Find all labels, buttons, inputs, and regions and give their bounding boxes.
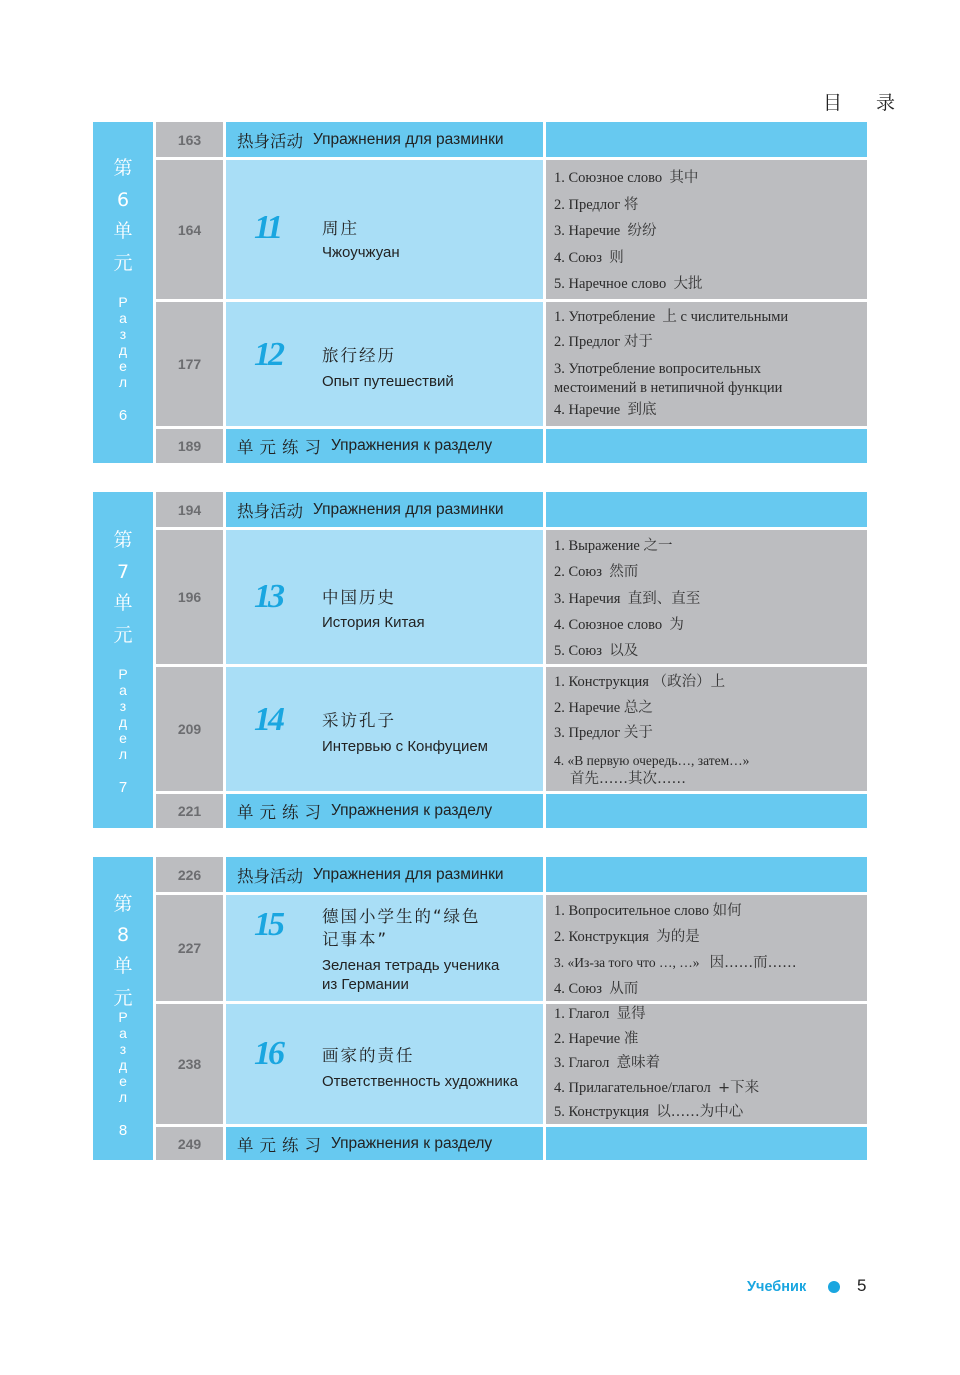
page-number-footer: 5: [857, 1276, 867, 1295]
page-number: 221: [156, 794, 223, 828]
grammar-item: 4. Союз 从而: [554, 981, 639, 997]
lesson-ru-title: Интервью с Конфуцием: [322, 738, 488, 755]
warmup-cn: 热身活动: [237, 131, 303, 151]
unit-cn-char: 单: [113, 955, 133, 977]
unit-ru-char: е: [119, 1073, 127, 1089]
exercises-ru: Упражнения к разделу: [331, 1134, 493, 1152]
grammar-item: 1. Вопросительное слово 如何: [554, 903, 742, 919]
lesson-cn-title: 德国小学生的“绿色: [322, 907, 481, 926]
grammar-cell-empty: [546, 492, 867, 527]
unit-ru-char: д: [118, 1057, 128, 1073]
grammar-item: 4. Союзное слово 为: [554, 617, 684, 633]
unit-ru-char: е: [119, 358, 127, 374]
exercises-title-cell: [226, 794, 543, 828]
lesson-title-cell: [226, 667, 543, 791]
grammar-item: 2. Наречие 总之: [554, 700, 653, 716]
unit-ru-number: 7: [118, 779, 128, 796]
grammar-item: 4. Союз 则: [554, 250, 624, 266]
footer-book-label: Учебник: [747, 1279, 807, 1295]
unit-ru-char: Р: [118, 294, 128, 310]
lesson-ru-title-line2: из Германии: [322, 976, 409, 993]
warmup-ru: Упражнения для разминки: [313, 500, 504, 518]
grammar-item: 4. «В первую очередь…, затем…»: [554, 753, 750, 768]
page-title: 目 录: [823, 92, 910, 114]
lesson-cn-title: 采访孔子: [322, 711, 396, 730]
page-number: 194: [156, 492, 223, 527]
unit-cn-char: 7: [116, 561, 130, 583]
unit-ru-char: л: [118, 374, 128, 390]
lesson-row[interactable]: [156, 667, 867, 791]
grammar-item: 5. Конструкция 以……为中心: [554, 1104, 744, 1120]
grammar-item: 5. Союз 以及: [554, 643, 639, 659]
lesson-number: 12: [254, 336, 282, 373]
unit-ru-char: Р: [118, 666, 128, 682]
warmup-ru: Упражнения для разминки: [313, 130, 504, 148]
unit-cn-char: 8: [116, 924, 130, 946]
exercises-ru: Упражнения к разделу: [331, 802, 493, 819]
lesson-number: 14: [254, 701, 282, 738]
grammar-item: 4. Прилагательное/глагол +下来: [554, 1080, 760, 1096]
lesson-row[interactable]: [156, 895, 867, 1001]
warmup-cn: 热身活动: [237, 866, 303, 886]
grammar-item: 4. Наречие 到底: [554, 402, 657, 418]
page-number: 249: [156, 1127, 223, 1160]
page-number: 227: [156, 895, 223, 1001]
unit-cn-char: 元: [113, 624, 133, 646]
unit-ru-char: е: [119, 730, 127, 746]
warmup-title-cell: [226, 857, 543, 892]
grammar-item: 1. Употребление 上 с числительными: [554, 309, 789, 325]
unit-ru-char: а: [119, 1025, 127, 1041]
page-number: 189: [156, 429, 223, 463]
grammar-cell: [546, 895, 867, 1001]
warmup-row[interactable]: [156, 857, 867, 892]
unit-ru-char: а: [119, 310, 127, 326]
warmup-cn: 热身活动: [237, 501, 303, 521]
unit-cn-char: 单: [113, 220, 133, 242]
unit-6-section: [93, 122, 867, 463]
unit-cn-char: 第: [113, 529, 133, 551]
warmup-title-cell: [226, 122, 543, 157]
grammar-item: 3. Наречие 纷纷: [554, 223, 657, 239]
exercises-row[interactable]: [156, 1127, 867, 1160]
grammar-cell-empty: [546, 857, 867, 892]
unit-cn-char: 元: [113, 252, 133, 274]
unit-ru-char: л: [118, 746, 128, 762]
unit-8-section: [93, 857, 867, 1160]
lesson-ru-title: Опыт путешествий: [322, 373, 454, 390]
lesson-ru-title: Чжоучжуан: [322, 244, 400, 261]
lesson-number: 16: [254, 1035, 282, 1072]
page-number: 196: [156, 530, 223, 664]
lesson-row[interactable]: [156, 530, 867, 664]
lesson-number: 15: [254, 906, 282, 943]
lesson-row[interactable]: [156, 302, 867, 426]
unit-label: [93, 492, 153, 828]
lesson-cn-title: 中国历史: [322, 588, 396, 607]
unit-ru-char: д: [118, 342, 128, 358]
page-number: 164: [156, 160, 223, 299]
page-number: 238: [156, 1004, 223, 1124]
lesson-title-cell: [226, 302, 543, 426]
grammar-item: 3. Предлог 关于: [554, 725, 653, 741]
exercises-cn: 单元练习: [237, 803, 327, 822]
grammar-item: 2. Предлог 将: [554, 197, 639, 213]
unit-cn-char: 第: [113, 157, 133, 179]
unit-ru-number: 6: [118, 407, 128, 424]
unit-cn-char: 第: [113, 893, 133, 915]
lesson-row[interactable]: [156, 1004, 867, 1124]
grammar-item-continued: 首先……其次……: [570, 771, 686, 787]
grammar-cell-empty: [546, 429, 867, 463]
grammar-cell: [546, 160, 867, 299]
exercises-row[interactable]: [156, 794, 867, 828]
page-number: 177: [156, 302, 223, 426]
grammar-item: 2. Союз 然而: [554, 564, 639, 580]
exercises-cn: 单元练习: [237, 438, 327, 457]
lesson-title-cell: [226, 895, 543, 1001]
page-number: 163: [156, 122, 223, 157]
grammar-cell: [546, 1004, 867, 1124]
lesson-ru-title: Зеленая тетрадь ученика: [322, 957, 500, 974]
lesson-cn-title: 画家的责任: [322, 1046, 415, 1065]
exercises-ru: Упражнения к разделу: [331, 437, 493, 454]
grammar-item: 2. Конструкция 为的是: [554, 929, 700, 945]
grammar-item: 3. Употребление вопросительных: [554, 361, 761, 377]
unit-ru-char: Р: [118, 1009, 128, 1025]
grammar-cell-empty: [546, 794, 867, 828]
grammar-item: 3. Глагол 意味着: [554, 1055, 661, 1071]
lesson-ru-title: Ответственность художника: [322, 1073, 519, 1090]
unit-ru-number: 8: [118, 1122, 128, 1139]
lesson-cn-title: 旅行经历: [322, 346, 396, 365]
grammar-item: 1. Конструкция （政治）上: [554, 674, 726, 690]
lesson-title-cell: [226, 1004, 543, 1124]
grammar-item: 2. Наречие 准: [554, 1031, 639, 1047]
lesson-cn-title: 周庄: [322, 219, 359, 238]
unit-cn-char: 6: [116, 189, 130, 211]
lesson-number: 11: [254, 209, 281, 246]
exercises-row[interactable]: [156, 429, 867, 463]
exercises-title-cell: [226, 429, 543, 463]
grammar-cell-empty: [546, 122, 867, 157]
unit-ru-char: з: [119, 1041, 127, 1057]
exercises-cn: 单元练习: [237, 1135, 327, 1155]
grammar-item: 1. Выражение 之一: [554, 538, 673, 554]
warmup-ru: Упражнения для разминки: [313, 865, 504, 883]
grammar-item: 2. Предлог 对于: [554, 334, 653, 350]
warmup-row[interactable]: [156, 122, 867, 157]
grammar-item: 3. «Из-за того что …, …» 因……而……: [554, 955, 797, 971]
lesson-row[interactable]: [156, 160, 867, 299]
lesson-title-cell: [226, 160, 543, 299]
warmup-row[interactable]: [156, 492, 867, 527]
page-number: 226: [156, 857, 223, 892]
grammar-cell: [546, 302, 867, 426]
unit-cn-char: 单: [113, 592, 133, 614]
warmup-title-cell: [226, 492, 543, 527]
bullet-dot-icon: [828, 1281, 840, 1293]
grammar-item: 3. Наречия 直到、直至: [554, 591, 701, 607]
unit-ru-char: з: [119, 698, 127, 714]
grammar-cell: [546, 667, 867, 791]
unit-ru-char: д: [118, 714, 128, 730]
page-number: 209: [156, 667, 223, 791]
grammar-cell-empty: [546, 1127, 867, 1160]
lesson-number: 13: [254, 578, 282, 615]
unit-label: [93, 857, 153, 1160]
unit-ru-char: з: [119, 326, 127, 342]
unit-cn-char: 元: [113, 987, 133, 1009]
exercises-title-cell: [226, 1127, 543, 1160]
grammar-item: 5. Наречное слово 大批: [554, 276, 703, 292]
unit-ru-char: л: [118, 1089, 128, 1105]
lesson-title-cell: [226, 530, 543, 664]
lesson-cn-title-line2: 记事本”: [322, 930, 389, 949]
grammar-item-continued: местоимений в нетипичной функции: [554, 380, 783, 396]
unit-label: [93, 122, 153, 463]
grammar-item: 1. Глагол 显得: [554, 1006, 646, 1022]
lesson-ru-title: История Китая: [322, 614, 425, 631]
grammar-item: 1. Союзное слово 其中: [554, 170, 699, 186]
grammar-cell: [546, 530, 867, 664]
unit-7-section: [93, 492, 867, 828]
unit-ru-char: а: [119, 682, 127, 698]
